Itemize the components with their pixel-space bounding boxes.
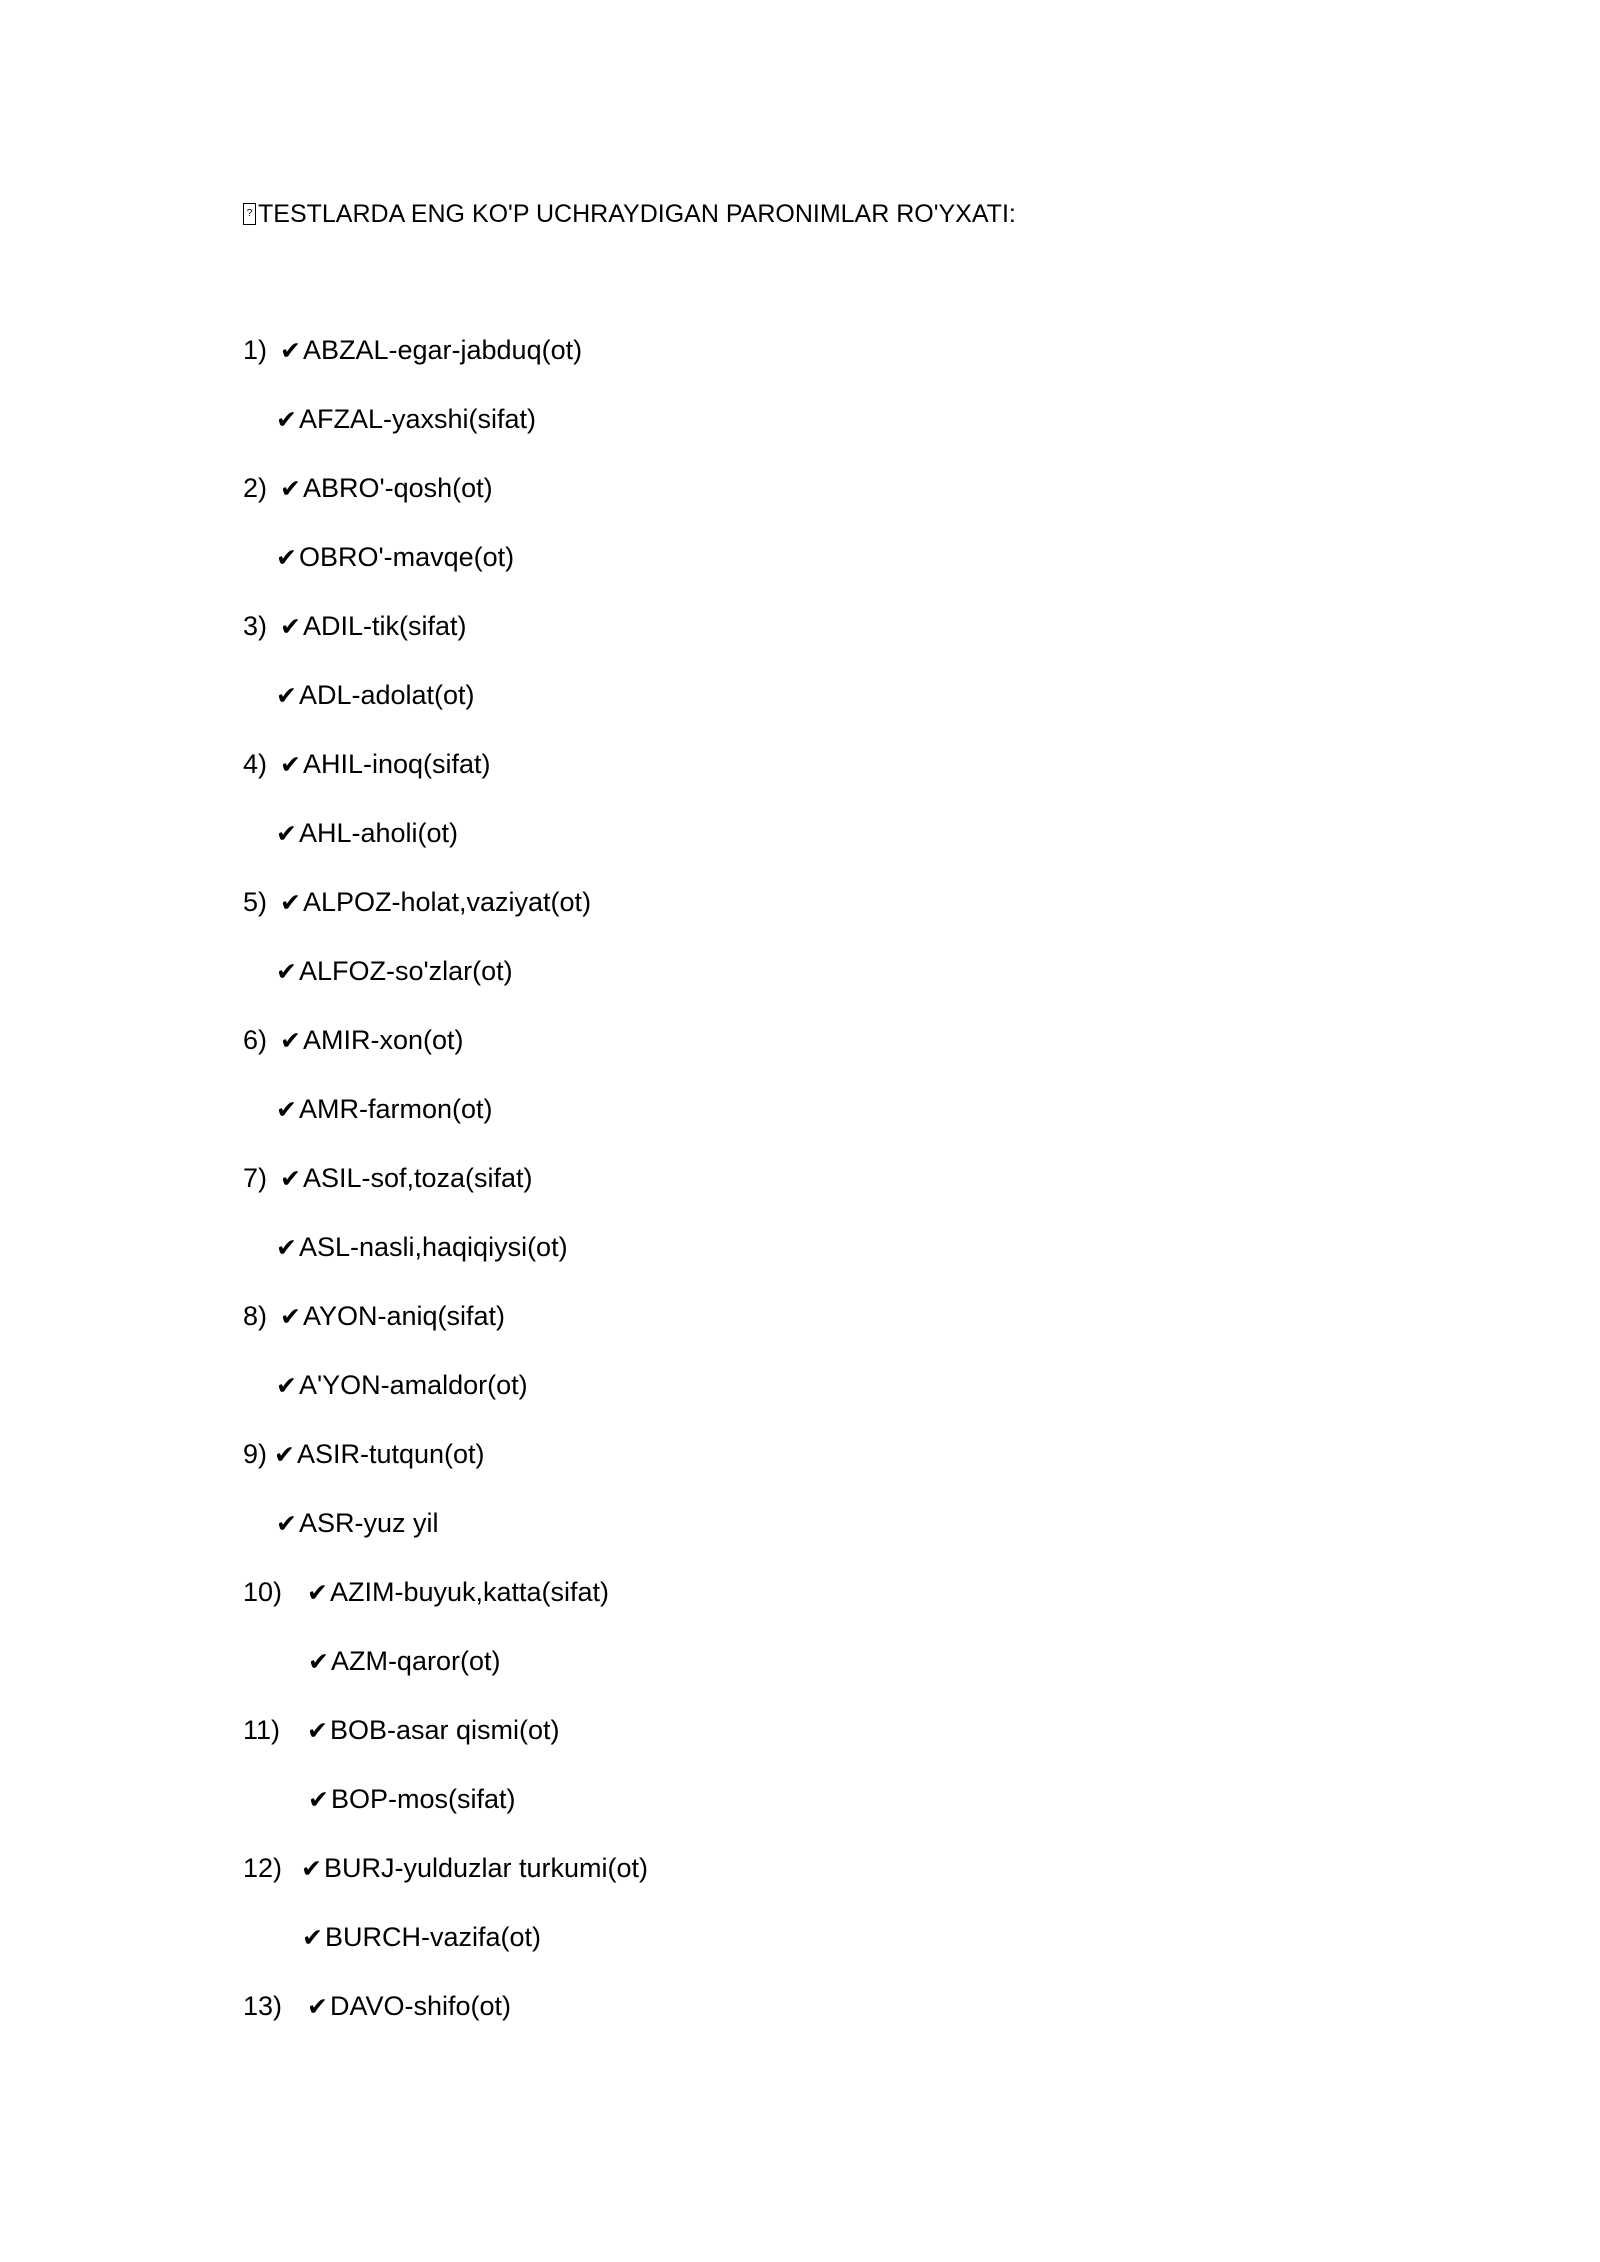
paronym-text: BURJ-yulduzlar turkumi(ot) xyxy=(323,1853,649,1883)
checkmark-icon: ✔ xyxy=(280,474,301,503)
checkmark-icon: ✔ xyxy=(276,1371,297,1400)
paronym-word xyxy=(280,1158,533,1199)
checkmark-icon: ✔ xyxy=(276,957,297,986)
checkmark-icon: ✔ xyxy=(301,1854,322,1883)
paronym-text: DAVO-shifo(ot) xyxy=(329,1991,511,2021)
checkmark-icon: ✔ xyxy=(302,1923,323,1952)
checkmark-icon: ✔ xyxy=(276,819,297,848)
paronym-word xyxy=(280,468,493,509)
entry-number: 4) xyxy=(243,749,268,779)
paronym-word xyxy=(276,399,536,440)
checkmark-icon: ✔ xyxy=(280,336,301,365)
paronym-text: ABRO'-qosh(ot) xyxy=(302,473,493,503)
paronym-word xyxy=(307,1710,560,1751)
paronym-text: AHIL-inoq(sifat) xyxy=(302,749,491,779)
checkmark-icon: ✔ xyxy=(276,1095,297,1124)
checkmark-icon: ✔ xyxy=(280,612,301,641)
paronym-word xyxy=(276,813,458,854)
paronym-text: AZIM-buyuk,katta(sifat) xyxy=(329,1577,610,1607)
paronym-word xyxy=(276,675,475,716)
entry-number: 10) xyxy=(243,1577,283,1607)
paronym-text: ASIR-tutqun(ot) xyxy=(296,1439,485,1469)
paronym-word xyxy=(301,1848,648,1889)
paronym-word xyxy=(276,951,513,992)
checkmark-icon: ✔ xyxy=(276,405,297,434)
checkmark-icon: ✔ xyxy=(280,888,301,917)
checkmark-icon: ✔ xyxy=(274,1440,295,1469)
paronym-text: AZM-qaror(ot) xyxy=(330,1646,501,1676)
paronym-text: AMR-farmon(ot) xyxy=(298,1094,493,1124)
paronym-text: ASL-nasli,haqiqiysi(ot) xyxy=(298,1232,568,1262)
entry-number: 6) xyxy=(243,1025,268,1055)
paronym-word xyxy=(308,1641,500,1682)
page-title xyxy=(243,196,1016,232)
paronym-text: ASIL-sof,toza(sifat) xyxy=(302,1163,533,1193)
paronym-word xyxy=(276,1365,528,1406)
paronym-word xyxy=(280,330,582,371)
paronym-text: BOB-asar qismi(ot) xyxy=(329,1715,560,1745)
paronym-text: AHL-aholi(ot) xyxy=(298,818,459,848)
paronym-text: ABZAL-egar-jabduq(ot) xyxy=(302,335,583,365)
entry-number: 13) xyxy=(243,1991,283,2021)
checkmark-icon: ✔ xyxy=(280,1164,301,1193)
checkmark-icon: ✔ xyxy=(307,1716,328,1745)
paronym-word xyxy=(274,1434,485,1475)
paronym-word xyxy=(280,1296,505,1337)
checkmark-icon: ✔ xyxy=(276,681,297,710)
paronym-text: ADL-adolat(ot) xyxy=(298,680,475,710)
checkmark-icon: ✔ xyxy=(307,1992,328,2021)
paronym-word xyxy=(308,1779,515,1820)
paronym-text: AYON-aniq(sifat) xyxy=(302,1301,506,1331)
paronym-word xyxy=(276,1227,568,1268)
entry-number: 7) xyxy=(243,1163,268,1193)
paronym-text: ASR-yuz yil xyxy=(298,1508,439,1538)
checkmark-icon: ✔ xyxy=(280,1026,301,1055)
paronym-text: OBRO'-mavqe(ot) xyxy=(298,542,515,572)
paronym-text: ADIL-tik(sifat) xyxy=(302,611,467,641)
entry-number: 5) xyxy=(243,887,268,917)
entry-number: 1) xyxy=(243,335,268,365)
entry-number: 12) xyxy=(243,1853,283,1883)
paronym-text: AMIR-xon(ot) xyxy=(302,1025,464,1055)
paronym-text: AFZAL-yaxshi(sifat) xyxy=(298,404,536,434)
paronym-word xyxy=(307,1572,609,1613)
paronym-text: BOP-mos(sifat) xyxy=(330,1784,516,1814)
checkmark-icon: ✔ xyxy=(276,1233,297,1262)
paronym-word xyxy=(307,1986,511,2027)
paronym-word xyxy=(276,1089,492,1130)
entry-number: 11) xyxy=(243,1715,281,1745)
paronym-text: A'YON-amaldor(ot) xyxy=(298,1370,528,1400)
paronym-text: ALPOZ-holat,vaziyat(ot) xyxy=(302,887,592,917)
checkmark-icon: ✔ xyxy=(280,750,301,779)
paronym-word xyxy=(280,744,491,785)
paronym-text: BURCH-vazifa(ot) xyxy=(324,1922,541,1952)
paronym-word xyxy=(302,1917,541,1958)
paronym-text: ALFOZ-so'zlar(ot) xyxy=(298,956,513,986)
checkmark-icon: ✔ xyxy=(280,1302,301,1331)
page-title-text: TESTLARDA ENG KO'P UCHRAYDIGAN PARONIMLAR RO'YXATI: xyxy=(258,200,1016,228)
checkmark-icon: ✔ xyxy=(308,1785,329,1814)
checkmark-icon: ✔ xyxy=(276,1509,297,1538)
paronym-word xyxy=(280,1020,463,1061)
entry-number: 3) xyxy=(243,611,268,641)
checkmark-icon: ✔ xyxy=(276,543,297,572)
checkmark-icon: ✔ xyxy=(307,1578,328,1607)
missing-glyph-icon: ? xyxy=(243,203,256,225)
entry-number: 8) xyxy=(243,1301,268,1331)
paronym-word xyxy=(280,882,591,923)
entry-number: 2) xyxy=(243,473,268,503)
paronym-word xyxy=(276,537,514,578)
paronym-word xyxy=(280,606,466,647)
entry-number: 9) xyxy=(243,1439,268,1469)
checkmark-icon: ✔ xyxy=(308,1647,329,1676)
paronym-word xyxy=(276,1503,438,1544)
